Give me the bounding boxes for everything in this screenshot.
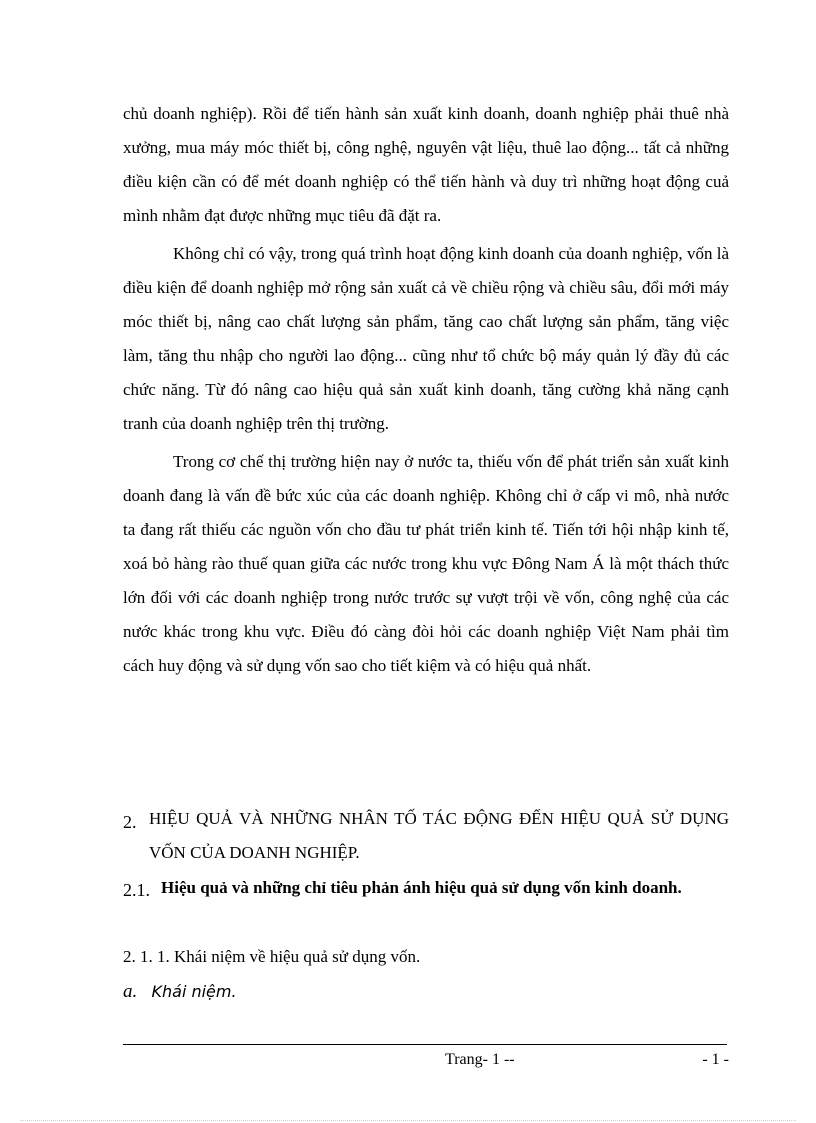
paragraph: Không chỉ có vậy, trong quá trình hoạt động kinh doanh của doanh nghiệp, vốn là điều kiện để doanh nghiệp mở rộng sản xuất cả về chiều rộng và chiều sâu, đổi mới máy móc thiết bị, nâng cao chất lượng sản phẩm, tăng cao chất lượng sản phẩm, tăng việc làm, tăng thu nhập cho người lao động... cũng như tổ chức bộ máy quản lý đầy đủ các chức năng. Từ đó nâng cao hiệu quả sản xuất kinh doanh, tăng cường khả năng cạnh tranh của doanh nghiệp trên thị trường. [123,244,729,433]
footer-rule [123,1044,727,1045]
footer-page-number: - 1 - [702,1051,729,1068]
page-border [20,1120,796,1121]
subsubsection-heading: 2. 1. 1. Khái niệm về hiệu quả sử dụng vốn. [123,947,421,966]
subsection-number: 2.1. [123,880,150,900]
paragraph: Trong cơ chế thị trường hiện nay ở nước ta, thiếu vốn để phát triển sản xuất kinh doanh đang là vấn đề bức xúc của các doanh nghiệp. Không chỉ ở cấp vi mô, nhà nước ta đang rất thiếu các nguồn vốn cho đầu tư phát triển kinh tế. Tiến tới hội nhập kinh tế, xoá bỏ hàng rào thuế quan giữa các nước trong khu vực Đông Nam Á là một thách thức lớn đối với các doanh nghiệp trong nước trước sự vượt trội về vốn, công nghệ của các nước khác trong khu vực. Điều đó càng đòi hỏi các doanh nghiệp Việt Nam phải tìm cách huy động và sử dụng vốn sao cho tiết kiệm và có hiệu quả nhất. [123,452,729,675]
body-text [123,97,729,687]
subsection-heading [123,871,729,905]
section-heading [123,802,729,870]
footer-page-label: Trang- 1 -- [445,1051,515,1068]
item-letter: a. [123,981,138,1002]
paragraph: chủ doanh nghiệp). Rồi để tiến hành sản xuất kinh doanh, doanh nghiệp phải thuê nhà xưởng, mua máy móc thiết bị, công nghệ, nguyên vật liệu, thuê lao động... tất cả những điều kiện cần có để mét doanh nghiệp có thể tiến hành và duy trì những hoạt động cuả mình nhằm đạt được những mục tiêu đã đặt ra. [123,104,729,225]
item-title: Khái niệm. [151,982,237,1001]
subsection-title: Hiệu quả và những chỉ tiêu phản ánh hiệu quả sử dụng vốn kinh doanh. [161,878,682,897]
section-title: HIỆU QUẢ VÀ NHỮNG NHÂN TỐ TÁC ĐỘNG ĐẾN HIỆU QUẢ SỬ DỤNG VỐN CỦA DOANH NGHIỆP. [149,809,729,862]
section-number: 2. [123,812,137,832]
item-heading [123,975,237,1009]
